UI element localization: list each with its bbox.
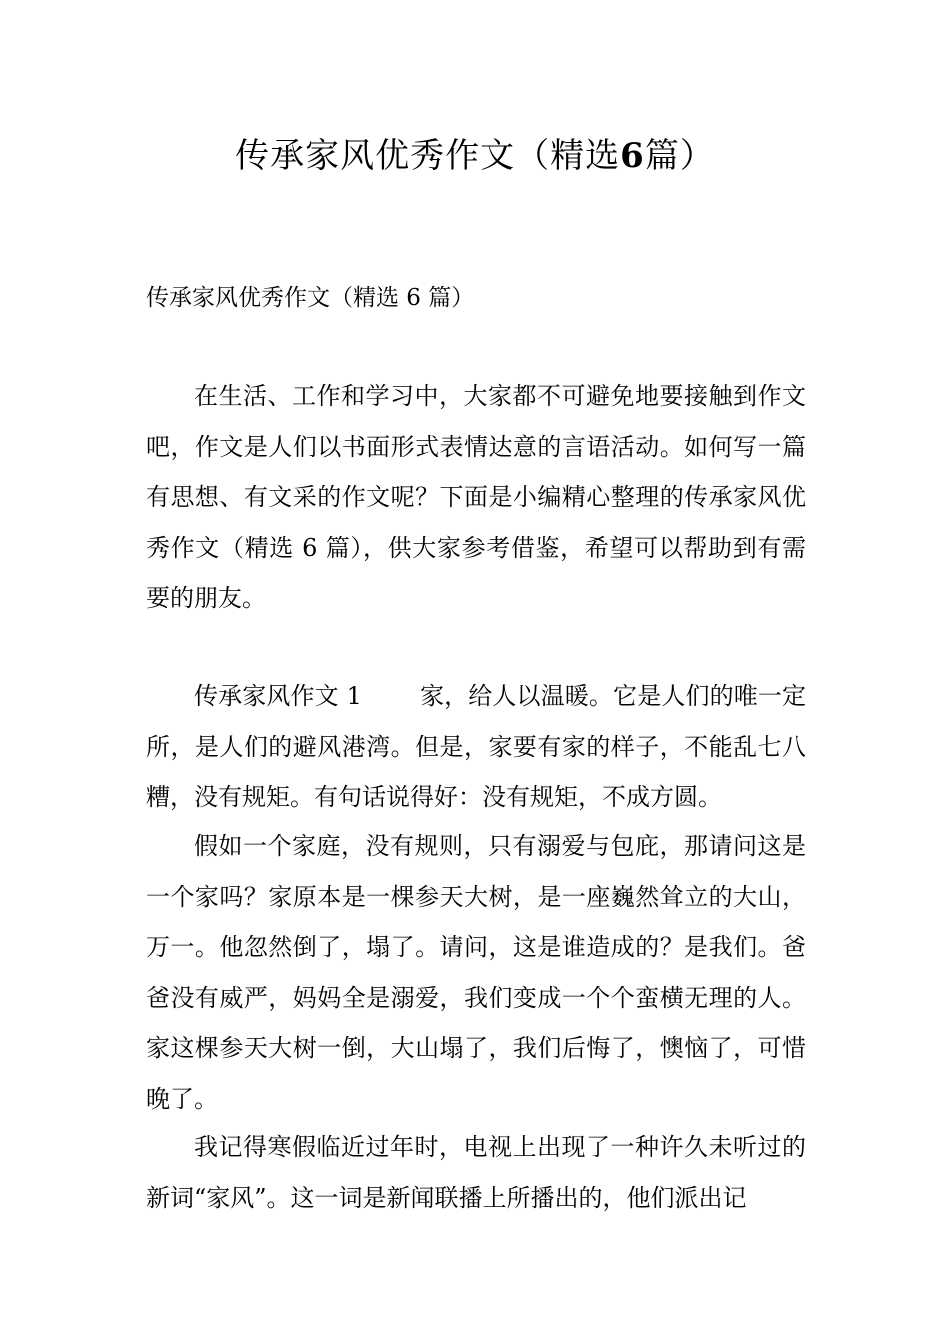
document-title bbox=[0, 132, 950, 180]
intro-paragraph: 在生活、工作和学习中，大家都不可避免地要接触到作文吧，作文是人们以书面形式表情达意的言语活动。如何写一篇有思想、有文采的作文呢？下面是小编精心整理的传承家风优秀作文（精选 6 篇），供大家参考借鉴，希望可以帮助到有需要的朋友。 bbox=[146, 382, 806, 612]
essay-1-paragraph bbox=[146, 671, 806, 823]
essay-1-paragraph-2: 假如一个家庭，没有规则，只有溺爱与包庇，那请问这是一个家吗？家原本是一棵参天大树，是一座巍然耸立的大山，万一。他忽然倒了，塌了。请问，这是谁造成的？是我们。爸爸没有威严，妈妈全是溺爱，我们变成一个个蛮横无理的人。家这棵参天大树一倒，大山塌了，我们后悔了，懊恼了，可惜晚了。 bbox=[146, 832, 806, 1113]
document-subtitle: 传承家风优秀作文（精选 6 篇） bbox=[146, 285, 475, 311]
title-prefix: 传承家风优秀作文（精选 bbox=[235, 136, 621, 176]
essay-1-opening-text: 家，给人以温暖。它是人们的唯一定所，是人们的避风港湾。但是，家要有家的样子，不能乱七八糟，没有规矩。有句话说得好：没有规矩，不成方圆。 bbox=[146, 682, 806, 811]
essay-1-heading: 传承家风作文 1 bbox=[194, 682, 362, 710]
title-suffix: 篇） bbox=[644, 136, 715, 176]
essay-1-paragraph-3: 我记得寒假临近过年时，电视上出现了一种许久未听过的新词“家风”。这一词是新闻联播上所播出的，他们派出记 bbox=[146, 1133, 806, 1212]
title-number: 6 bbox=[620, 136, 645, 176]
